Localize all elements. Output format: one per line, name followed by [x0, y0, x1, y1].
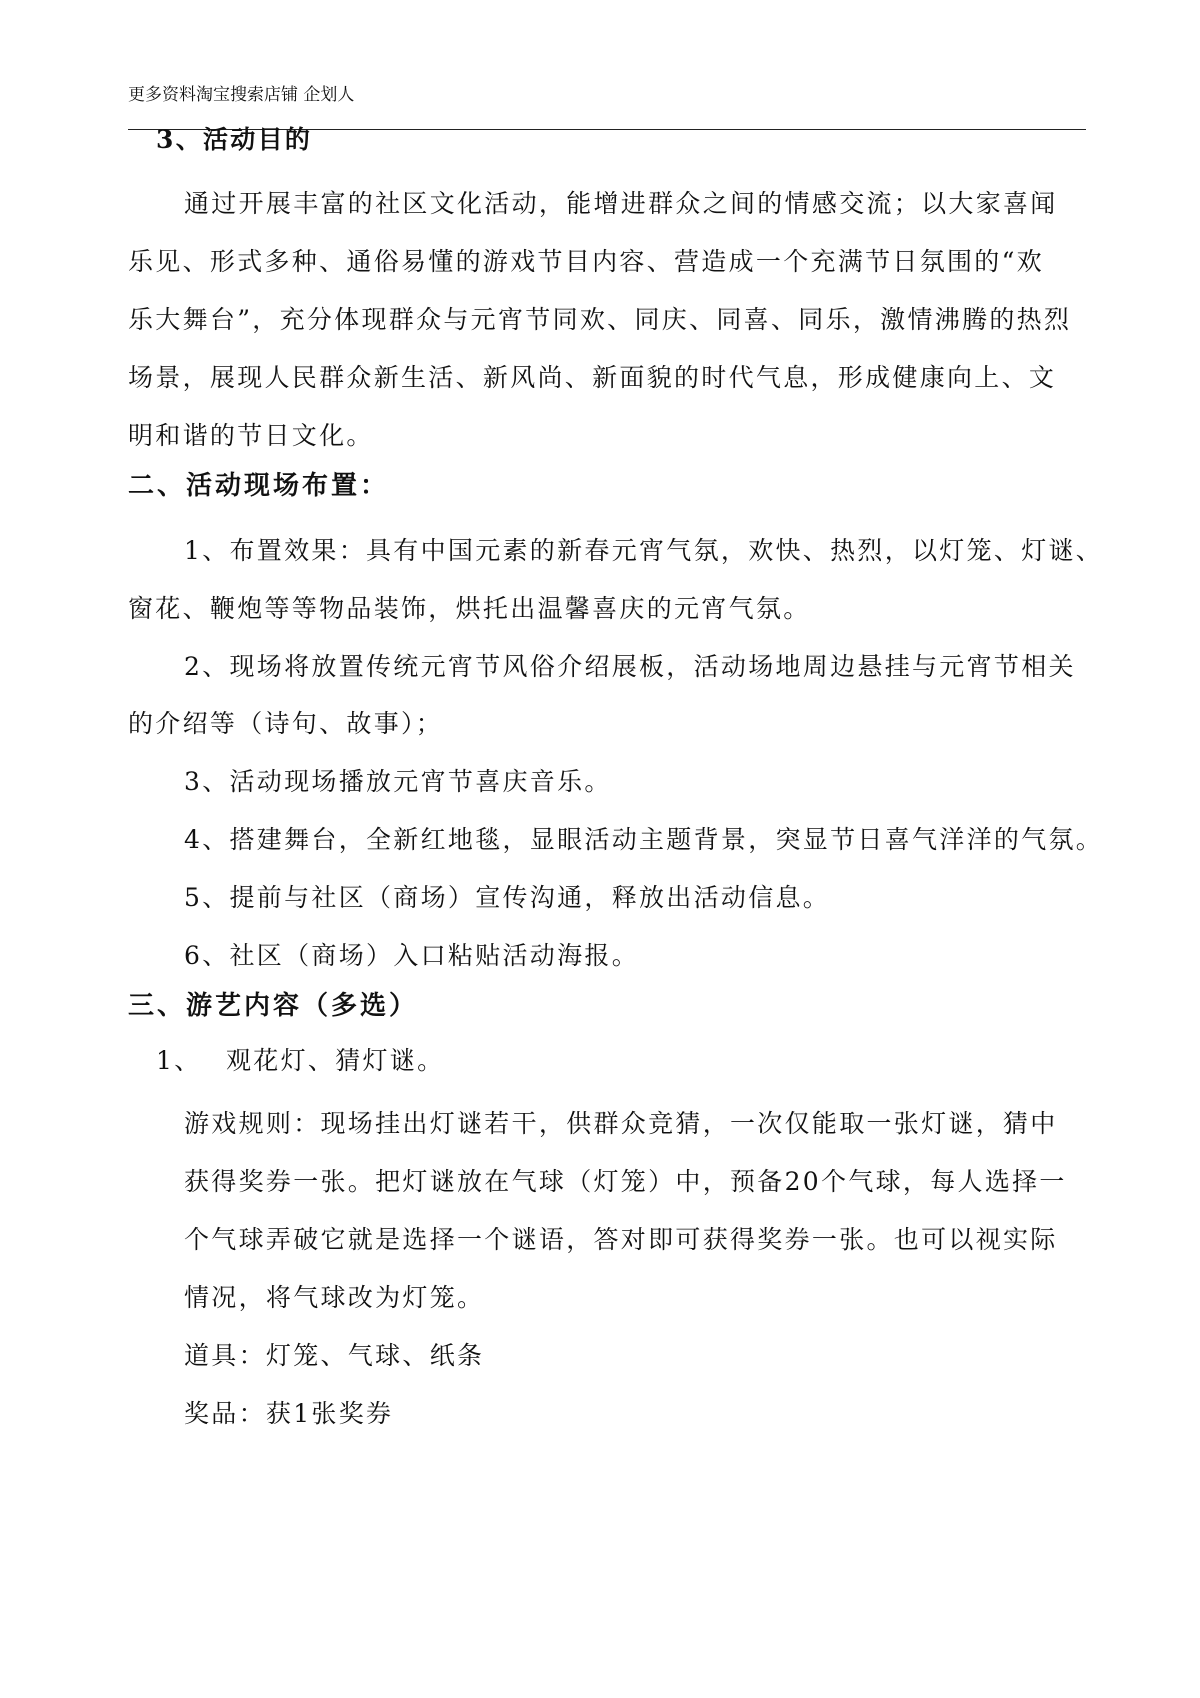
section-3-line-1: 通过开展丰富的社区文化活动，能增进群众之间的情感交流；以大家喜闻 [184, 189, 1058, 218]
prize-line: 奖品：获1张奖券 [184, 1399, 394, 1428]
section-three-title: 三、游艺内容（多选） [128, 991, 419, 1021]
section-3-line-5: 明和谐的节日文化。 [128, 421, 374, 450]
props-line: 道具：灯笼、气球、纸条 [184, 1341, 485, 1370]
layout-item-1-line-1: 1、布置效果：具有中国元素的新春元宵气氛，欢快、热烈，以灯笼、灯谜、 [184, 536, 1104, 565]
section-3-line-3: 乐大舞台”，充分体现群众与元宵节同欢、同庆、同喜、同乐，激情沸腾的热烈 [128, 305, 1072, 334]
layout-item-1-line-2: 窗花、鞭炮等等物品装饰，烘托出温馨喜庆的元宵气氛。 [128, 594, 811, 623]
rules-line-1: 游戏规则：现场挂出灯谜若干，供群众竞猜，一次仅能取一张灯谜，猜中 [184, 1109, 1058, 1138]
rules-line-4: 情况，将气球改为灯笼。 [184, 1283, 485, 1312]
rules-line-3: 个气球弄破它就是选择一个谜语，答对即可获得奖券一张。也可以视实际 [184, 1225, 1058, 1254]
rules-line-2: 获得奖券一张。把灯谜放在气球（灯笼）中，预备20个气球，每人选择一 [184, 1167, 1067, 1196]
header-text: 更多资料淘宝搜索店铺 企划人 [128, 85, 355, 105]
layout-item-2-line-1: 2、现场将放置传统元宵节风俗介绍展板，活动场地周边悬挂与元宵节相关 [184, 652, 1076, 681]
game-item-1-heading [156, 1045, 444, 1077]
game-item-1-number: 1、 [156, 1046, 202, 1075]
layout-item-5: 5、提前与社区（商场）宣传沟通，释放出活动信息。 [184, 883, 831, 912]
section-3-title: 3、活动目的 [156, 125, 313, 154]
game-item-1-title: 观花灯、猜灯谜。 [226, 1046, 445, 1075]
section-3-line-2: 乐见、形式多种、通俗易懂的游戏节目内容、营造成一个充满节日氛围的“欢 [128, 247, 1044, 276]
layout-item-3: 3、活动现场播放元宵节喜庆音乐。 [184, 767, 612, 796]
layout-item-6: 6、社区（商场）入口粘贴活动海报。 [184, 941, 640, 970]
layout-item-2-line-2: 的介绍等（诗句、故事）； [128, 709, 444, 738]
layout-item-4: 4、搭建舞台，全新红地毯，显眼活动主题背景，突显节日喜气洋洋的气氛。 [184, 825, 1104, 854]
section-two-title: 二、活动现场布置： [128, 471, 390, 501]
section-3-line-4: 场景，展现人民群众新生活、新风尚、新面貌的时代气息，形成健康向上、文 [128, 363, 1057, 392]
